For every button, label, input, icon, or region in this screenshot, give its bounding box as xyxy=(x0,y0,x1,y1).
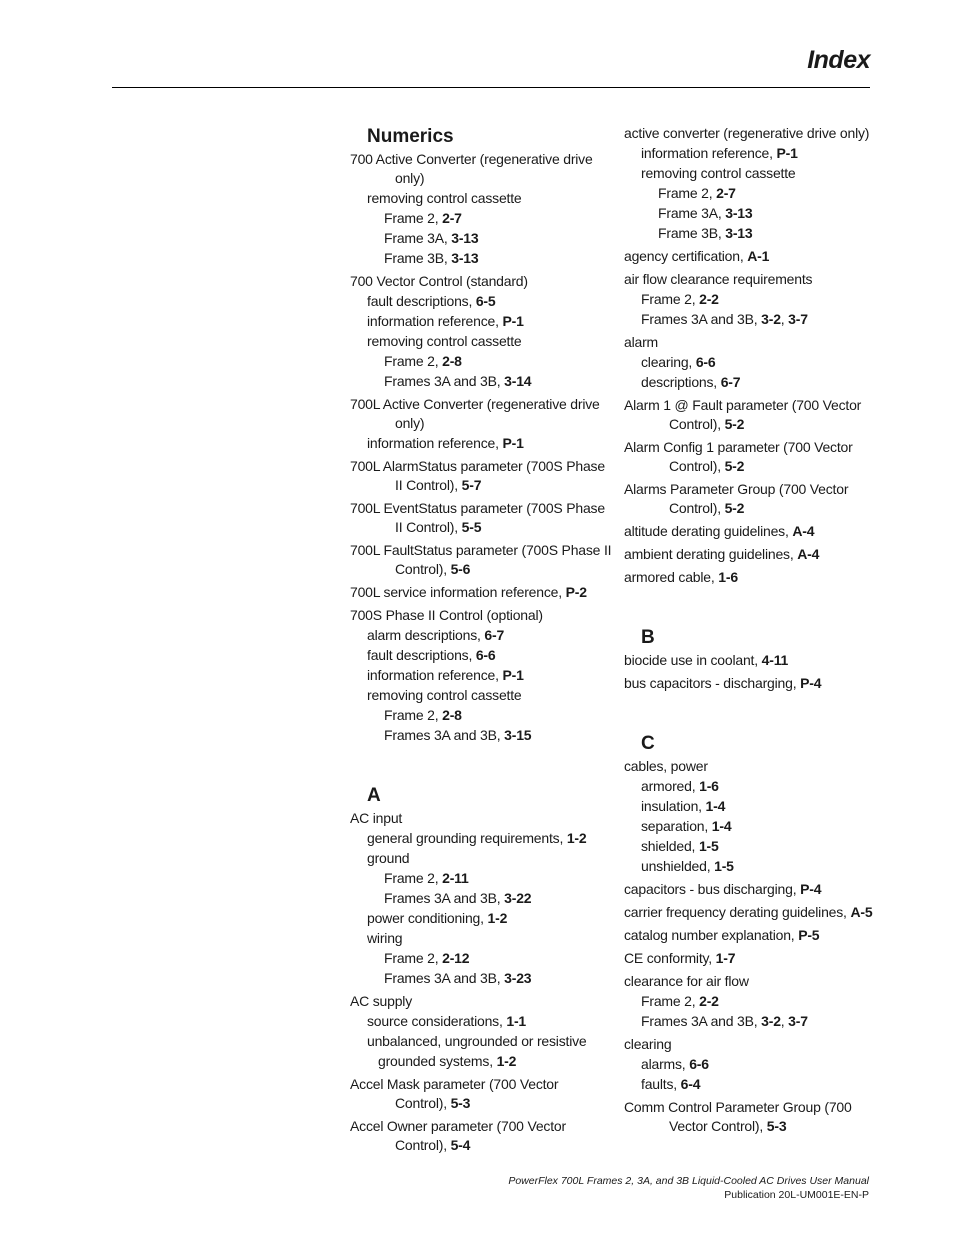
term-text: information reference, xyxy=(641,145,777,161)
term-text: active converter (regenerative drive only) xyxy=(624,125,870,141)
term-text: Frames 3A and 3B, xyxy=(384,727,505,743)
page-reference[interactable]: 1-4 xyxy=(705,798,726,814)
index-subterm xyxy=(350,645,612,665)
term-text: agency certification, xyxy=(624,248,748,264)
index-entry xyxy=(350,541,612,579)
index-subsubterm xyxy=(624,203,886,223)
term-text: removing control cassette xyxy=(367,687,522,703)
index-entry xyxy=(624,568,886,587)
page-reference[interactable]: 5-5 xyxy=(461,519,482,535)
index-subterm xyxy=(624,816,886,836)
page-reference[interactable]: 6-7 xyxy=(720,374,741,390)
index-subsubterm xyxy=(350,725,612,745)
page-reference[interactable]: 1-2 xyxy=(566,830,587,846)
index-entry xyxy=(350,992,612,1071)
page-reference[interactable]: 6-6 xyxy=(695,354,716,370)
term-text: alarm xyxy=(624,334,659,350)
page-reference[interactable]: 5-7 xyxy=(461,477,482,493)
term-text: Frames 3A and 3B, xyxy=(641,1013,762,1029)
title-divider xyxy=(112,87,870,88)
index-term xyxy=(624,124,886,143)
page-reference[interactable]: 2-12 xyxy=(442,950,470,966)
index-term xyxy=(624,1035,886,1054)
index-subterm xyxy=(350,291,612,311)
page-reference[interactable]: 1-6 xyxy=(699,778,719,794)
index-entry xyxy=(624,396,886,434)
index-subterm xyxy=(624,856,886,876)
term-text: removing control cassette xyxy=(367,333,522,349)
term-text: cables, power xyxy=(624,758,708,774)
page-reference[interactable]: 1-5 xyxy=(698,838,719,854)
term-text: information reference, xyxy=(367,667,503,683)
page-reference[interactable]: 1-5 xyxy=(714,858,734,874)
page-reference[interactable]: P-1 xyxy=(502,435,524,451)
section-spacer xyxy=(624,697,886,731)
term-text: ambient derating guidelines, xyxy=(624,546,798,562)
index-term xyxy=(624,545,886,564)
index-subterm xyxy=(624,143,886,163)
index-term xyxy=(624,480,886,518)
term-text: insulation, xyxy=(641,798,706,814)
term-text: Frame 3A, xyxy=(384,230,452,246)
index-subterm xyxy=(350,625,612,645)
term-text: Alarms Parameter Group (700 Vector Control), xyxy=(624,481,849,516)
page-reference[interactable]: 1-2 xyxy=(496,1053,517,1069)
page-reference[interactable]: 2-11 xyxy=(442,870,469,886)
page-reference[interactable]: 6-5 xyxy=(475,293,496,309)
page-reference[interactable]: 5-2 xyxy=(724,500,745,516)
page-reference[interactable]: 2-7 xyxy=(716,185,736,201)
section-heading-c: C xyxy=(641,733,655,754)
term-text: biocide use in coolant, xyxy=(624,652,762,668)
index-subsubterm xyxy=(350,351,612,371)
term-text: clearing, xyxy=(641,354,696,370)
page-reference[interactable]: 3-7 xyxy=(788,1013,808,1029)
index-term xyxy=(624,949,886,968)
footer-publication-number: Publication 20L-UM001E-EN-P xyxy=(724,1189,869,1201)
term-text: general grounding requirements, xyxy=(367,830,567,846)
index-entry xyxy=(624,880,886,899)
page-reference[interactable]: 6-6 xyxy=(475,647,496,663)
page-reference[interactable]: P-1 xyxy=(502,313,524,329)
index-entry xyxy=(624,903,886,922)
index-subsubterm xyxy=(350,208,612,228)
index-subsubterm xyxy=(350,948,612,968)
index-entry xyxy=(350,583,612,602)
index-term xyxy=(624,903,886,922)
term-text: Frame 2, xyxy=(641,993,700,1009)
page-reference[interactable]: 3-22 xyxy=(504,890,532,906)
page-reference[interactable]: 5-2 xyxy=(724,416,745,432)
index-term xyxy=(624,972,886,991)
index-subterm xyxy=(350,433,612,453)
term-text: removing control cassette xyxy=(641,165,796,181)
term-text: clearance for air flow xyxy=(624,973,749,989)
term-text: Frames 3A and 3B, xyxy=(384,970,505,986)
index-subterm xyxy=(350,848,612,868)
term-text: power conditioning, xyxy=(367,910,488,926)
page-reference[interactable]: 5-3 xyxy=(450,1095,471,1111)
index-term xyxy=(350,499,612,537)
index-subsubterm xyxy=(350,705,612,725)
page-reference[interactable]: 2-8 xyxy=(442,353,462,369)
index-entry xyxy=(624,1035,886,1094)
page-reference[interactable]: A-1 xyxy=(747,248,770,264)
index-term xyxy=(350,150,612,188)
term-text: unshielded, xyxy=(641,858,715,874)
index-subsubterm xyxy=(350,228,612,248)
term-text: ground xyxy=(367,850,410,866)
term-text: Frames 3A and 3B, xyxy=(384,890,505,906)
page-reference[interactable]: 2-2 xyxy=(699,993,719,1009)
index-entry xyxy=(350,150,612,268)
index-entry xyxy=(350,809,612,988)
term-text: Accel Mask parameter (700 Vector Control), xyxy=(350,1076,559,1111)
section-spacer xyxy=(624,591,886,625)
index-term xyxy=(624,396,886,434)
page-reference[interactable]: 3-14 xyxy=(504,373,532,389)
index-subterm xyxy=(350,1011,612,1031)
index-term xyxy=(350,457,612,495)
index-subterm xyxy=(350,928,612,948)
index-term xyxy=(624,568,886,587)
index-term xyxy=(350,1075,612,1113)
page-reference[interactable]: 3-13 xyxy=(451,230,479,246)
page-title: Index xyxy=(807,46,870,74)
term-text: Frame 2, xyxy=(384,870,443,886)
term-text: information reference, xyxy=(367,435,503,451)
page-reference[interactable]: 2-2 xyxy=(699,291,719,307)
index-term xyxy=(624,270,886,289)
term-text: Alarm Config 1 parameter (700 Vector Control), xyxy=(624,439,853,474)
section-heading-numerics: Numerics xyxy=(367,126,454,147)
term-text: carrier frequency derating guidelines, xyxy=(624,904,851,920)
term-text: Frame 2, xyxy=(658,185,717,201)
page-reference[interactable]: 2-8 xyxy=(442,707,462,723)
index-subterm xyxy=(624,776,886,796)
page-reference[interactable]: P-2 xyxy=(565,584,587,600)
term-text: 700S Phase II Control (optional) xyxy=(350,607,543,623)
index-term xyxy=(624,333,886,352)
index-subterm xyxy=(624,163,886,183)
page-reference[interactable]: 1-1 xyxy=(506,1013,527,1029)
index-term xyxy=(350,606,612,625)
page-reference[interactable]: A-4 xyxy=(797,546,820,562)
term-text: armored cable, xyxy=(624,569,719,585)
index-column-left xyxy=(350,124,612,1159)
term-text: CE conformity, xyxy=(624,950,716,966)
term-text: Frames 3A and 3B, xyxy=(641,311,762,327)
index-entry xyxy=(350,457,612,495)
index-entry xyxy=(350,606,612,745)
index-term xyxy=(624,880,886,899)
index-entry xyxy=(624,333,886,392)
term-text: Frame 2, xyxy=(384,210,443,226)
term-text: 700L AlarmStatus parameter (700S Phase II Control), xyxy=(350,458,605,493)
page-reference[interactable]: 1-2 xyxy=(487,910,508,926)
term-text: Frame 3B, xyxy=(658,225,726,241)
page-reference[interactable]: 6-6 xyxy=(689,1056,709,1072)
page-reference[interactable]: A-4 xyxy=(792,523,815,539)
page-reference[interactable]: 5-6 xyxy=(450,561,471,577)
term-text: fault descriptions, xyxy=(367,293,476,309)
term-text: wiring xyxy=(367,930,403,946)
term-text: 700 Active Converter (regenerative drive only) xyxy=(350,151,593,186)
page-reference[interactable]: 6-7 xyxy=(484,627,505,643)
index-entry xyxy=(624,247,886,266)
term-text: Frame 3B, xyxy=(384,250,452,266)
index-column-right xyxy=(624,124,886,1140)
index-entry xyxy=(624,124,886,243)
index-entry xyxy=(624,949,886,968)
term-text: Frame 2, xyxy=(641,291,700,307)
term-text: information reference, xyxy=(367,313,503,329)
page-reference[interactable]: 4-11 xyxy=(761,652,789,668)
index-term xyxy=(350,583,612,602)
index-term xyxy=(624,674,886,693)
term-text: Frame 2, xyxy=(384,950,443,966)
index-entry xyxy=(350,499,612,537)
index-entry xyxy=(350,272,612,391)
term-text: source considerations, xyxy=(367,1013,507,1029)
term-text: bus capacitors - discharging, xyxy=(624,675,801,691)
term-text: clearing xyxy=(624,1036,672,1052)
page-reference[interactable]: 3-2 xyxy=(761,1013,781,1029)
index-subsubterm xyxy=(350,248,612,268)
page-reference[interactable]: 5-4 xyxy=(450,1137,471,1153)
index-subterm xyxy=(350,665,612,685)
term-text: 700 Vector Control (standard) xyxy=(350,273,528,289)
term-text: capacitors - bus discharging, xyxy=(624,881,801,897)
section-heading-a: A xyxy=(367,785,381,806)
page-reference[interactable]: 2-7 xyxy=(442,210,462,226)
term-text: 700L EventStatus parameter (700S Phase II Control), xyxy=(350,500,605,535)
index-subterm xyxy=(350,828,612,848)
page-reference[interactable]: A-5 xyxy=(850,904,873,920)
index-entry xyxy=(350,1075,612,1113)
index-subterm xyxy=(624,1054,886,1074)
index-entry xyxy=(350,395,612,453)
index-entry xyxy=(624,1098,886,1136)
index-subterm: Frames 3A and 3B, 3-2, 3-7 xyxy=(641,311,808,327)
page-reference[interactable]: P-1 xyxy=(776,145,798,161)
page-reference[interactable]: 3-13 xyxy=(725,205,753,221)
term-text: Frames 3A and 3B, xyxy=(384,373,505,389)
index-subsubterm xyxy=(350,888,612,908)
page-reference[interactable]: 1-6 xyxy=(718,569,738,585)
index-term xyxy=(350,1117,612,1155)
index-term xyxy=(624,926,886,945)
term-text: unbalanced, ungrounded or resistive grounded systems, xyxy=(367,1033,587,1069)
term-text: air flow clearance requirements xyxy=(624,271,813,287)
term-text: Frame 2, xyxy=(384,353,443,369)
index-subterm xyxy=(350,188,612,208)
index-subsubterm xyxy=(350,968,612,988)
term-text: Accel Owner parameter (700 Vector Control), xyxy=(350,1118,566,1153)
term-text: 700L FaultStatus parameter (700S Phase II Control), xyxy=(350,542,612,577)
term-text: Frame 2, xyxy=(384,707,443,723)
page-reference[interactable]: 1-4 xyxy=(711,818,732,834)
index-term xyxy=(624,247,886,266)
page-reference[interactable]: 3-13 xyxy=(725,225,753,241)
term-text: removing control cassette xyxy=(367,190,522,206)
index-term xyxy=(350,272,612,291)
index-entry xyxy=(624,522,886,541)
index-term xyxy=(624,1098,886,1136)
index-subsubterm xyxy=(350,868,612,888)
index-subterm xyxy=(624,796,886,816)
term-text: catalog number explanation, xyxy=(624,927,799,943)
index-subterm xyxy=(350,685,612,705)
index-subterm xyxy=(350,311,612,331)
index-subsubterm xyxy=(624,223,886,243)
index-subterm xyxy=(624,836,886,856)
index-term xyxy=(350,809,612,828)
term-text: fault descriptions, xyxy=(367,647,476,663)
page-reference[interactable]: 3-13 xyxy=(451,250,479,266)
index-term xyxy=(350,992,612,1011)
page-reference[interactable]: 5-3 xyxy=(766,1118,787,1134)
index-subterm xyxy=(624,991,886,1011)
index-subsubterm xyxy=(350,371,612,391)
page-footer xyxy=(508,1174,869,1202)
term-text: descriptions, xyxy=(641,374,721,390)
term-text: Frame 3A, xyxy=(658,205,726,221)
term-text: altitude derating guidelines, xyxy=(624,523,793,539)
page-reference[interactable]: 3-2 xyxy=(761,311,781,327)
page-reference[interactable]: 1-7 xyxy=(715,950,736,966)
term-text: faults, xyxy=(641,1076,681,1092)
index-entry xyxy=(624,651,886,670)
page-reference[interactable]: P-4 xyxy=(800,675,822,691)
term-text: separation, xyxy=(641,818,712,834)
page-reference[interactable]: 6-4 xyxy=(680,1076,701,1092)
index-entry xyxy=(624,545,886,564)
index-entry xyxy=(624,270,886,329)
index-term xyxy=(624,757,886,776)
footer-manual-title: PowerFlex 700L Frames 2, 3A, and 3B Liquid-Cooled AC Drives User Manual xyxy=(508,1175,869,1187)
index-entry xyxy=(350,1117,612,1155)
term-text: alarm descriptions, xyxy=(367,627,485,643)
index-entry xyxy=(624,926,886,945)
index-term xyxy=(624,438,886,476)
index-subterm xyxy=(624,372,886,392)
index-term xyxy=(624,651,886,670)
index-subterm xyxy=(624,352,886,372)
term-text: alarms, xyxy=(641,1056,690,1072)
term-text: armored, xyxy=(641,778,700,794)
index-subterm xyxy=(624,289,886,309)
term-text: shielded, xyxy=(641,838,699,854)
page-reference[interactable]: 5-2 xyxy=(724,458,745,474)
page-reference[interactable]: 3-23 xyxy=(504,970,532,986)
index-subsubterm xyxy=(624,183,886,203)
page-reference[interactable]: P-5 xyxy=(798,927,820,943)
index-term xyxy=(624,522,886,541)
section-spacer xyxy=(350,749,612,783)
index-subterm xyxy=(350,908,612,928)
page-reference[interactable]: 3-15 xyxy=(504,727,532,743)
index-subterm xyxy=(624,1074,886,1094)
term-text: Alarm 1 @ Fault parameter (700 Vector Control), xyxy=(624,397,862,432)
page-reference[interactable]: 3-7 xyxy=(788,311,808,327)
index-entry xyxy=(624,438,886,476)
index-subterm xyxy=(350,1031,612,1071)
index-entry xyxy=(624,674,886,693)
term-text: AC input xyxy=(350,810,403,826)
term-text: Comm Control Parameter Group (700 Vector Control), xyxy=(624,1099,852,1134)
term-text: 700L service information reference, xyxy=(350,584,566,600)
index-entry xyxy=(624,480,886,518)
section-heading-b: B xyxy=(641,627,655,648)
index-entry xyxy=(624,757,886,876)
term-text: AC supply xyxy=(350,993,413,1009)
page-reference[interactable]: P-4 xyxy=(800,881,822,897)
index-entry xyxy=(624,972,886,1031)
term-text: 700L Active Converter (regenerative drive only) xyxy=(350,396,600,431)
index-term xyxy=(350,395,612,433)
index-subterm xyxy=(350,331,612,351)
index-term xyxy=(350,541,612,579)
page-reference[interactable]: P-1 xyxy=(502,667,524,683)
index-subterm: Frames 3A and 3B, 3-2, 3-7 xyxy=(641,1013,808,1029)
